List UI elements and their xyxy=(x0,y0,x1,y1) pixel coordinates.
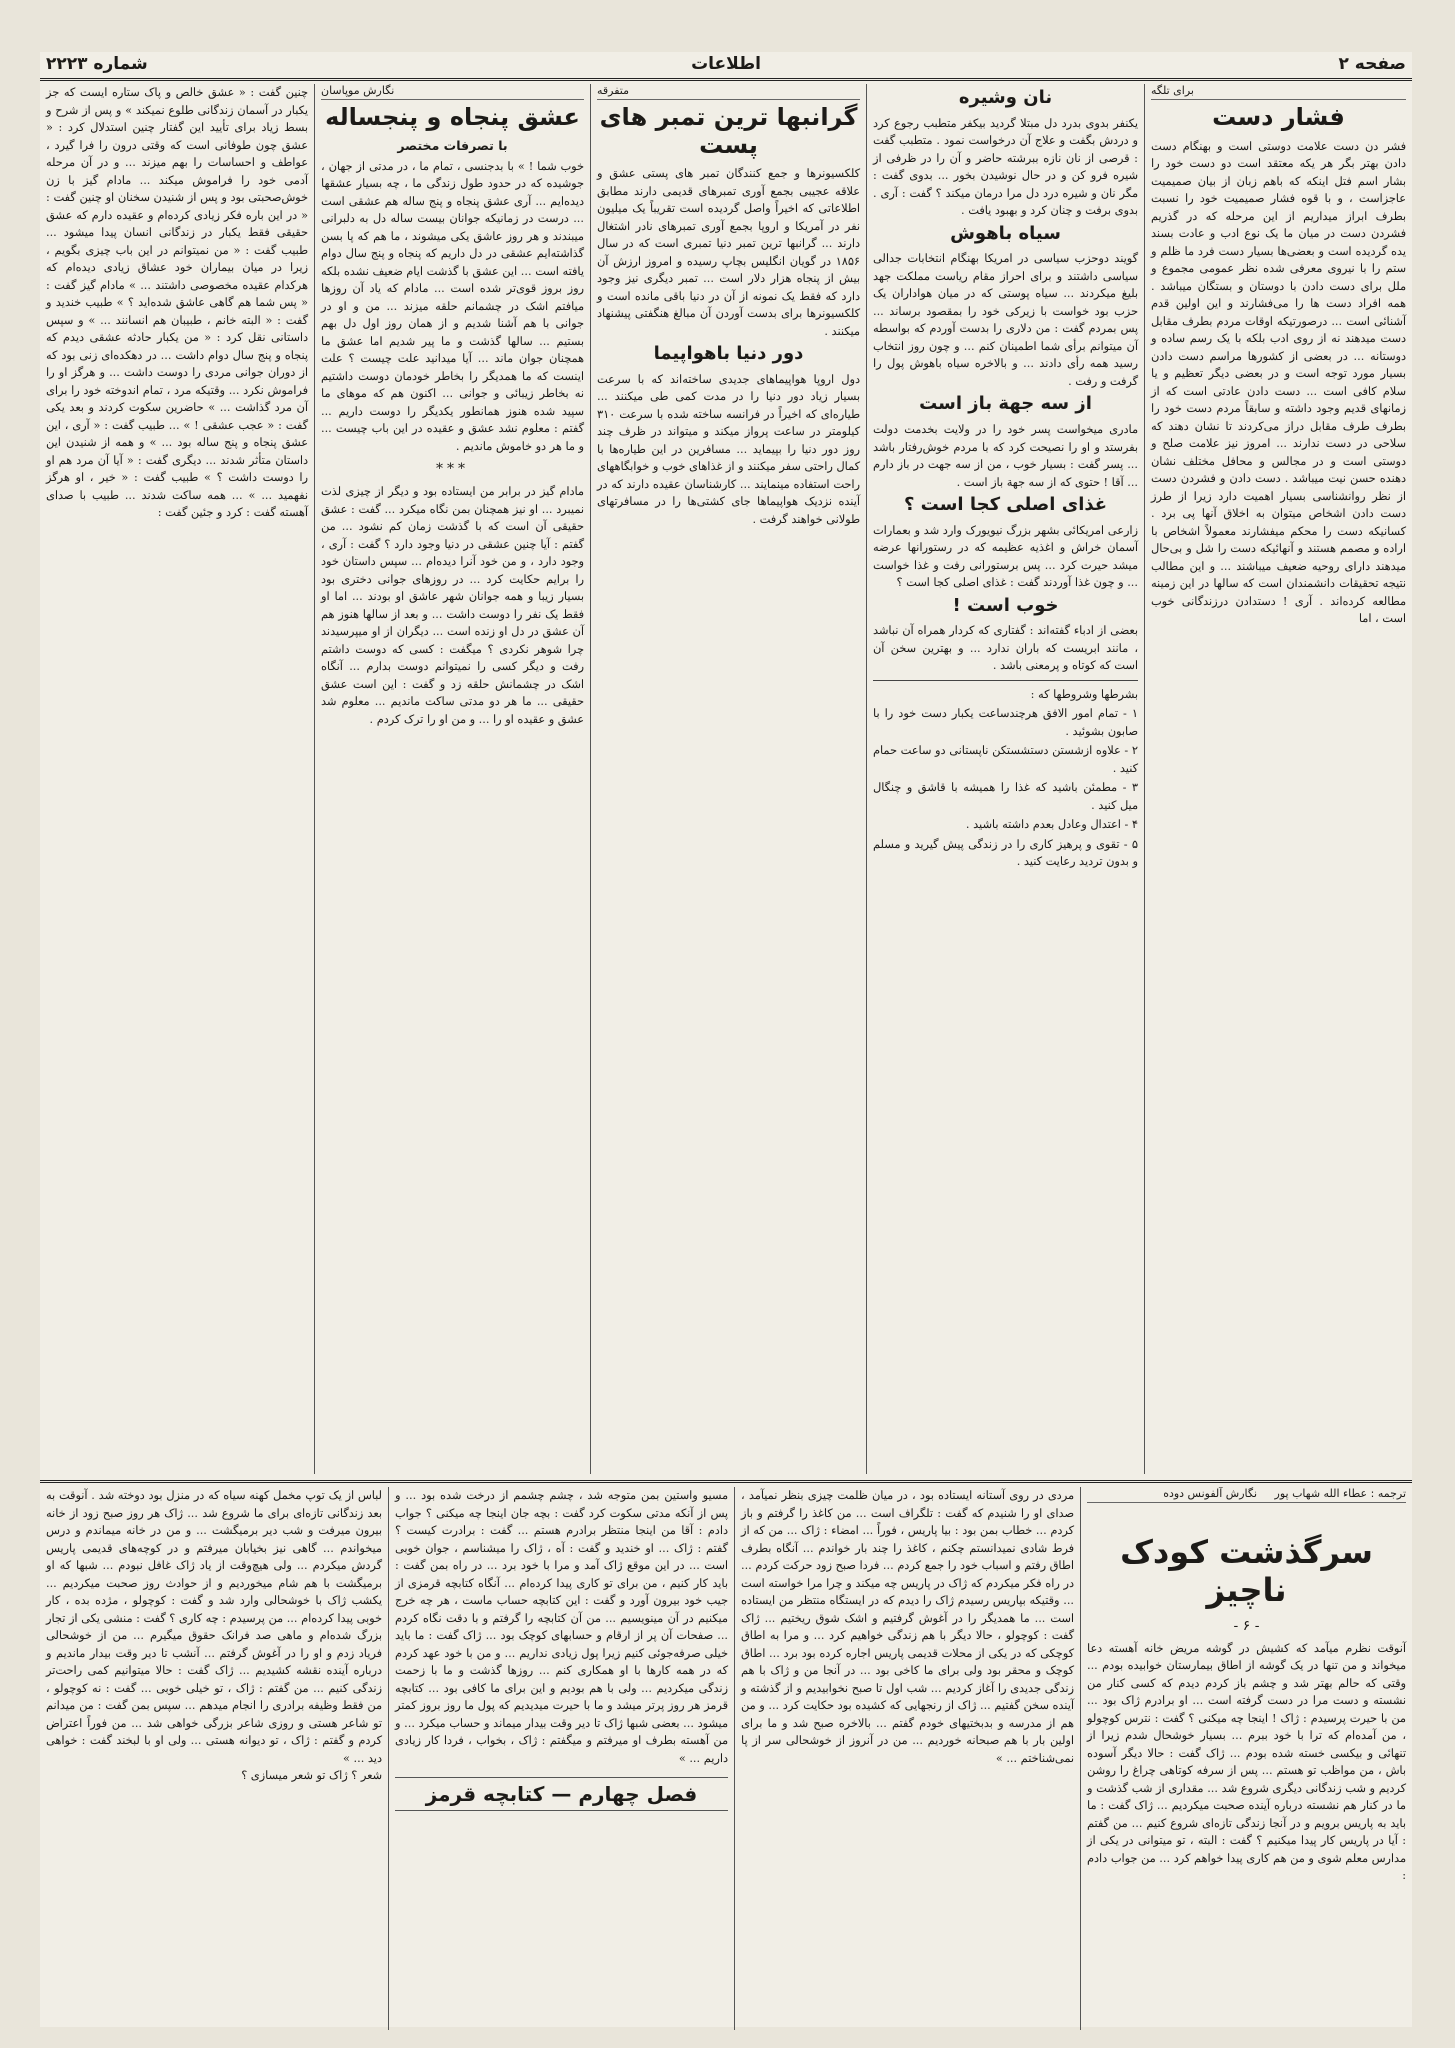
column-short-items xyxy=(866,84,1144,1474)
article-body: چنین گفت : « عشق خالص و پاک ستاره ایست که جز یکبار در آسمان زندگانی طلوع نمیکند » و پس از شرح و بسط زیاد برای تأیید این گفتار چنین استدلال کرد : « عشق چون طوفانی است که وقتی درون را فرا گیرد ، عواطف و احساسات را بهم میزند ... و در آن مرحله آدمی خود را فراموش میکند ... مادام گیز با زن خوش‌صحبتی بود و پس از شنیدن سخنان او چنین گفت : « در این باره فکر زیادی کرده‌ام و عقیده دارم که عشق حقیقی فقط یکبار در زندگانی انسان پیدا میشود ... طبیب گفت : « من نمیتوانم در این باب چیزی بگویم ، زیرا در میان بیماران خود عشاق زیادی دیده‌ام که هرکدام عقیده مخصوصی داشتند ... » مادام گیز گفت : « پس شما هم گاهی عاشق شده‌اید ؟ » طبیب خندید و گفت : « البته خانم ، طبیبان هم انسانند ... » و سپس داستانی نقل کرد : « من یکبار حادثه عشقی دیدم که پنجاه و پنج سال دوام داشت ... در دهکده‌ای زنی بود که از دوران جوانی مردی را دوست داشت ... و هرگز او را فراموش نکرد ... وقتیکه مرد ، تمام اندوخته خود را برای آن مرد گذاشت ... » حاضرین سکوت کردند و بعد یکی گفت : « عجب عشقی ! » ... طبیب گفت : « آری ، این عشق پنجاه و پنج ساله بود ... » و همه از شنیدن این داستان متأثر شدند ... دیگری گفت : « آیا آن مرد هم او را دوست داشت ؟ » طبیب گفت : « خیر ، او هرگز نفهمید ... » ... همه ساکت شدند ... طبیب با صدای آهسته گفت : کرد و جئین گفت : xyxy=(46,86,308,519)
article-title: گرانبها ترین تمبر های پست xyxy=(599,103,858,159)
article-body: بعضی از ادباء گفته‌اند : گفتاری که کردار همراه آن نباشد ، مانند ابریست که باران ندارد ... و بهترین سخن آن است که کوتاه و پرمعنی باشد . xyxy=(873,624,1138,673)
chapter-heading: فصل چهارم — کتابچه قرمز xyxy=(395,1777,728,1811)
list-item: ۳ - مطمئن باشید که غذا را همیشه با قاشق و چنگال میل کنید . xyxy=(873,781,1138,812)
article-title: از سه جهة باز است xyxy=(919,393,1092,415)
article-body: یکنفر بدوی بدرد دل مبتلا گردید بیکفر متطبب رجوع کرد و دردش بگفت و علاج آن درخواست نمود . متطبب گفت : قرصی از نان نازه ببرشته حاضر و آن را در ظرفی از شیره فرو کن و در حال نوشیدن بخور ... بدوی گفت : مگر نان و شیره درد دل مرا درمان میکند ؟ گفت : آری . بدوی برفت و چنان کرد و بهبود یافت . xyxy=(873,116,1138,218)
section-label: برای تلگه xyxy=(1151,84,1406,100)
story-body: آنوقت نظرم میآمد که کشیش در گوشه مریض خانه آهسته دعا میخواند و من تنها در یک گوشه از اطاق بیمارستان خوابیده بودم ... وقتی که حالم بهتر شد و چشم باز کردم دیدم که کسی کنار من نشسته و دست مرا در دست گرفته است ... او برادرم ژاک بود ... من با حیرت پرسیدم : ژاک ! اینجا چه میکنی ؟ گفت : نترس کوچولو ، من آمده‌ام که ترا با خود ببرم ... بسیار خوشحال شدم زیرا از تنهائی و بیکسی خسته شده بودم ... ژاک گفت : حالا دیگر آسوده باش ، من مواظب تو هستم ... پس از سرفه کوتاهی چراغ را روشن کردیم و شب زندگانی دیگری شروع شد ... مقداری از شب گذشت و ما در کنار هم نشسته درباره آینده صحبت میکردیم ... ژاک گفت : ما باید به پاریس برویم و در آنجا زندگی تازه‌ای شروع کنیم ... من گفتم : آیا در پاریس کار پیدا میکنیم ؟ گفت : البته ، تو میتوانی در یکی از مدارس معلم شوی و من هم کاری پیدا خواهم کرد ... من جواب دادم : xyxy=(1087,1641,1406,1883)
translator-byline xyxy=(1087,1487,1406,1503)
top-section xyxy=(40,84,1412,1474)
article-subtitle: با تصرفات مختصر xyxy=(397,137,508,153)
article-body: زارعی امریکائی بشهر بزرگ نیویورک وارد شد و بعمارات آسمان خراش و اغذیه عظیمه که در رستورانها عرضه میشد حیرت کرد ... پس برستورانی رفت و غذا خواست ... و چون غذا آوردند گفت : غذای اصلی کجا است ؟ xyxy=(873,523,1138,590)
author-name: نگارش آلفونس دوده xyxy=(1163,1487,1258,1500)
list-item: ۵ - تقوی و پرهیز کاری را در زندگی پیش گیرید و مسلم و بدون تردید رعایت کنید . xyxy=(873,837,1138,869)
list-item: ۲ - علاوه ازشستن دستشستکن ناپستانی دو ساعت حمام کنید . xyxy=(873,744,1138,775)
article-body: گویند دوحزب سیاسی در امریکا بهنگام انتخابات جدالی سیاسی داشتند و برای احراز مقام ریاست مملکت جهد بلیغ میکردند ... سیاه پوستی که در میان هواداران یک حزب بود خواست با زیرکی خود را بمقصود برساند ... پس بمردم گفت : من دلاری را بدست آوردم که بواسطه آن میتوانم برأی شما اطمینان کنم ... و چون روز انتخاب رسید همه رأی دادند ... و بالاخره سیاه باهوش پول را گرفت و رفت . xyxy=(873,252,1138,388)
translator-name: ترجمه : عطاء الله شهاب پور xyxy=(1274,1487,1406,1500)
article-title: غذای اصلی کجا است ؟ xyxy=(903,494,1108,516)
story-title: سرگذشت کودک ناچیز xyxy=(1120,1533,1373,1610)
list-item: ۱ - تمام امور الافق هرچندساعت یکبار دست خود را با صابون بشوئید . xyxy=(873,707,1138,738)
issue-number: شماره ۲۲۲۳ xyxy=(46,54,148,74)
column-fashar-dast xyxy=(1144,84,1412,1474)
article-body: مادری میخواست پسر خود را در ولایت بخدمت دولت بفرستد و او را نصیحت کرد که با مردم خوش‌رفتار باشد ... پسر گفت : بسیار خوب ، من از سه جهت در باز دارم ... آقا ! حتوی که از سه جهة باز است . xyxy=(873,423,1138,489)
article-title: دور دنیا باهواپیما xyxy=(653,343,804,365)
article-body: دول اروپا هواپیماهای جدیدی ساخته‌اند که با سرعت بسیار زیاد دور دنیا را در مدت کمی طی میکنند ... طیاره‌ای که اخیراً در فرانسه ساخته شده با سرعت ۳۱۰ کیلومتر در ساعت پرواز میکند و میتواند در ظرف چند روز دور دنیا را بپیماید ... مسافرین در این طیاره‌ها با کمال راحتی سفر میکنند و از غذاهای خوب و خوابگاههای راحت استفاده مینمایند ... کارشناسان عقیده دارند که در آینده نزدیک هواپیماها جای کشتی‌ها را در مسافرتهای طولانی خواهند گرفت . xyxy=(597,372,860,526)
story-column-1 xyxy=(1080,1487,1412,2030)
article-body: فشر دن دست علامت دوستی است و بهنگام دست دادن بهتر بگر هر یکه معتقد است دو دست خود را بشار اسم فتل اینکه که باهم زبان از بیان صمیمیت عاجزاست ، و با قوه فشار صمیمیت خود را نسبت بطرف ابراز میداریم از این مرحله که در گذریم فشردن دست در میان ما یک نوع ادب و عادت بسند یده گردیده است و بعضی‌ها بسیار دست فرد ما ظلم و ستم را با نیروی معرفی شده نظر عمومی مجموع و ملل برای دست دادن با دوستان و بستگان میباشد . همه افراد دست ها را می‌فشارند و این اولین قدم آشنائی است ... درصورتیکه اوقات مردم بطرف مقابل دست میدهند نه از روی ادب بلکه با یک رسم ساده و دوستانه ... در بعضی از کشورها مراسم دست دادن بسیار مورد توجه است و در بعضی دیگر تعظیم و یا سلام کافی است ... دست دادن عادتی است که از زمانهای قدیم وجود داشته و سابقاً مردم دست خود را بطرف طرف مقابل دراز می‌کردند تا نشان دهند که سلاحی در دست ندارند ... امروز نیز علامت صلح و دوستی است و در مجالس و محافل مختلف نشان دهنده حسن نیت میباشد . دست دادن و فشردن دست از نظر روانشناسی بسیار اهمیت دارد زیرا از طرز دست دادن اشخاص میتوان به اخلاق آنها پی برد . کسانیکه دست را محکم میفشارند معمولاً اشخاص با اراده و مصمم هستند و آنهائیکه دست را شل و بی‌حال میدهند دارای روحیه ضعیف میباشند ... و این مطالب نتیجه تحقیقات دانشمندان است که سالها در این زمینه مطالعه کرده‌اند . آری ! دستدادن درزندگانی خوب است ، اما xyxy=(1151,139,1406,626)
article-body: کلکسیونرها و جمع کنندگان تمبر های پستی عشق و علاقه عجیبی بجمع آوری تمبرهای قدیمی دارند مطابق اطلاعاتی که اخیراً واصل گردیده است تقریباً یک میلیون نفر در آمریکا و اروپا بجمع آوری تمبرهای نادر اشتغال دارند ... گرانبها ترین تمبر دنیا تمبری است که در سال ۱۸۵۶ در گویان انگلیس بچاپ رسیده و امروز ارزش آن بیش از پنجاه هزار دلار است ... تمبر دیگری نیز وجود دارد که فقط یک نمونه از آن در دنیا باقی مانده است و کلکسیونرها برای بدست آوردن آن مبالغ هنگفتی پیشنهاد میکنند . xyxy=(597,167,860,338)
masthead xyxy=(40,52,1412,81)
article-title: نان وشیره xyxy=(958,87,1053,108)
story-column-4 xyxy=(40,1487,388,2030)
section-label: متفرقه xyxy=(597,84,860,100)
story-body: مردی در روی آستانه ایستاده بود ، در میان ظلمت چیزی بنظر نمیآمد ، صدای او را شنیدم که گفت : تلگراف است ... من کاغذ را گرفتم و باز کردم ... خطاب بمن بود : بیا پاریس ، فوراً ... امضاء : ژاک ... من که از فرط شادی نمیدانستم چکنم ، کاغذ را چند بار خواندم ... آنگاه بطرف اطاق رفتم و اسباب خود را جمع کردم ... فردا صبح زود حرکت کردم ... در راه فکر میکردم که ژاک در پاریس چه میکند و چرا مرا خواسته است ... وقتیکه بپاریس رسیدم ژاک را دیدم که در ایستگاه منتظر من ایستاده است ... ما همدیگر را در آغوش گرفتیم و اشک شوق ریختیم ... ژاک گفت : کوچولو ، حالا دیگر با هم زندگی خواهیم کرد ... و مرا به اطاق کوچکی که در یکی از محلات قدیمی پاریس اجاره کرده بود برد ... اطاق کوچک و محقر بود ولی برای ما کاخی بود ... در آنجا من و ژاک با هم زندگی جدیدی را آغاز کردیم ... شب اول تا صبح نخوابیدیم و از گذشته و آینده سخن گفتیم ... ژاک از رنجهایی که کشیده بود حکایت کرد ... و من هم از مدرسه و بدبختیهای خودم گفتم ... بالاخره صبح شد و ما برای اولین بار با هم صبحانه خوردیم ... من در آنروز از خوشحالی سر از پا نمی‌شناختم ... » xyxy=(741,1489,1074,1765)
list-item: ۴ - اعتدال وعادل بعدم داشته باشید . xyxy=(965,818,1138,832)
newspaper-page xyxy=(40,52,1412,2027)
story-column-2 xyxy=(734,1487,1080,2030)
article-body: مادام گیز در برابر من ایستاده بود و دیگر از چیزی لذت نمیبرد ... او نیز همچنان بمن نگاه میکرد ... گفت : عشق حقیقی آن است که با گذشت زمان کم نشود ... من گفتم : آیا چنین عشقی در دنیا وجود دارد ؟ گفت : آری ، وجود دارد ، و من خود آنرا دیده‌ام ... سپس داستان خود را برایم حکایت کرد ... در روزهای جوانی دختری بود بسیار زیبا و همه جوانان شهر عاشق او بودند ... اما او فقط یک نفر را دوست داشت ... و بعد از سالها هنوز هم آن عشق در دل او زنده است ... دیگران از او میپرسیدند چرا شوهر نکردی ؟ میگفت : کسی که دوست داشتم رفت و دیگر کسی را نمیتوانم دوست بدارم ... آنگاه اشک در چشمانش حلقه زد و گفت : این است عشق حقیقی ... ما هر دو مدتی ساکت ماندیم ... معلوم شد عشق و عقیده او را ... و من او را ترک کردم . xyxy=(321,485,584,726)
paper-name: اطلاعات xyxy=(691,54,761,74)
story-ending: شعر ؟ ژاک تو شعر میسازی ؟ xyxy=(241,1769,382,1782)
section-break: *** xyxy=(436,461,469,478)
column-love-story xyxy=(314,84,590,1474)
divider xyxy=(873,680,1138,681)
article-title: خوب است ! xyxy=(952,594,1059,616)
story-body: لباس از یک توپ مخمل کهنه سیاه که در منزل بود دوخته شد . آنوقت به بعد زندگانی تازه‌ای برای ما شروع شد ... ژاک هر روز صبح زود از خانه بیرون میرفت و شب دیر برمیگشت ... و من در خانه میماندم و درس میخواندم ... گاهی نیز بخیابان میرفتم و در کوچه‌های قدیمی پاریس گردش میکردم ... ولی هیچ‌وقت از یاد ژاک غافل نبودم ... شبها که او برمیگشت با هم شام میخوردیم و از حوادث روز صحبت میکردیم ... یکشب ژاک با خوشحالی وارد شد و گفت : کوچولو ، مژده بده ، کار خوبی پیدا کرده‌ام ... من پرسیدم : چه کاری ؟ گفت : منشی یکی از تجار بزرگ شده‌ام و ماهی صد فرانک حقوق میگیرم ... من از خوشحالی فریاد زدم و او را در آغوش گرفتم ... آنشب تا دیر وقت بیدار ماندیم و درباره آینده نقشه کشیدیم ... ژاک گفت : حالا میتوانیم کمی راحت‌تر زندگی کنیم ... من گفتم : ژاک ، تو خیلی خوبی ... گفت : نه کوچولو ، من فقط وظیفه برادری را انجام میدهم ... سپس بمن گفت : من میدانم تو شاعر هستی و روزی شاعر بزرگی خواهی شد ... من فوراً اعتراض کردم و گفتم : ژاک ، تو دیوانه هستی ... ولی او با لبخند گفت : خواهی دید ... » xyxy=(46,1489,382,1765)
list-intro: بشرطها وشروطها که : xyxy=(1030,687,1138,701)
story-part-number: - ۶ - xyxy=(1233,1617,1260,1634)
article-title: عشق پنجاه و پنجساله xyxy=(325,103,580,131)
serial-story-section xyxy=(40,1480,1412,2030)
page-number: صفحه ۲ xyxy=(1338,54,1406,74)
story-body: مسیو واستین بمن متوجه شد ، چشم چشمم از درخت شده‌ بود ... و پس از آنکه مدتی سکوت کرد گفت : بچه جان اینجا چه میکنی ؟ جواب دادم : آقا من اینجا منتظر برادرم هستم ... گفت : برادرت کیست ؟ گفتم : ژاک ... او خندید و گفت : آه ، ژاک را میشناسم ، جوان خوبی است ... در این موقع ژاک آمد و مرا با خود برد ... در راه بمن گفت : باید کار کنیم ، من برای تو کاری پیدا کرده‌ام ... آنگاه کتابچه قرمزی از جیب خود بیرون آورد و گفت : این کتابچه حساب ماست ، هر چه خرج میکنیم در آن مینویسیم ... من آن کتابچه را گرفتم و با دقت نگاه کردم ... صفحات آن پر از ارقام و حسابهای کوچک بود ... ژاک گفت : ما باید خیلی صرفه‌جوئی کنیم زیرا پول زیادی نداریم ... و من با خود عهد کردم که در همه کارها با او همکاری کنم ... روزها گذشت و ما با زحمت زندگی میکردیم ... ولی با هم بودیم و این برای ما کافی بود ... کتابچه قرمز هر روز پرتر میشد و ما با حیرت میدیدیم که پول ما روز بروز کمتر میشود ... بعضی شبها ژاک تا دیر وقت بیدار میماند و حساب میکرد ... و من آهسته بطرف او میرفتم و میگفتم : ژاک ، بخواب ، فردا کار زیادی داریم ... » xyxy=(395,1489,728,1765)
column-stamps xyxy=(590,84,866,1474)
story-column-3 xyxy=(388,1487,734,2030)
column-love-story-continued xyxy=(40,84,314,1474)
article-title: سیاه باهوش xyxy=(950,222,1061,244)
article-body: خوب شما ! » با بدجنسی ، تمام ما ، در مدتی از جهان ، جوشیده که در حدود طول زندگی ما ، چه بسیار عشقها دیده‌ایم ... آری عشق پنجاه و پنج ساله هم عشقی است ... درست در زمانیکه جوانان بیست ساله دل به دلبرانی میبندند و هر روز عاشق یکی میشوند ، ما هم که پا بسن گذاشته‌ایم عشقی در دل داریم که پنجاه و پنج سال دوام یافته است ... این عشق با گذشت ایام ضعیف نشده بلکه روز بروز قوی‌تر شده است ... مادام که یاد آن روزها میافتم اشک در چشمانم حلقه میزند ... من و او در جوانی با هم آشنا شدیم و از همان روز اول دل بهم بستیم ... سالها گذشت و ما پیر شدیم اما عشق ما همچنان جوان ماند ... آیا میدانید علت چیست ؟ علت اینست که ما همدیگر را بخاطر خودمان دوست داشتیم نه بخاطر زیبائی و جوانی ... اکنون هم که موهای ما سپید شده هنوز همانطور یکدیگر را دوست داریم ... گفتم : معلوم نشد عشق و عقیده در این باب چیست ... و ما هر دو خاموش ماندیم . xyxy=(321,159,584,453)
article-title: فشار دست xyxy=(1212,103,1345,131)
author-byline: نگارش موپاسان xyxy=(321,84,584,100)
